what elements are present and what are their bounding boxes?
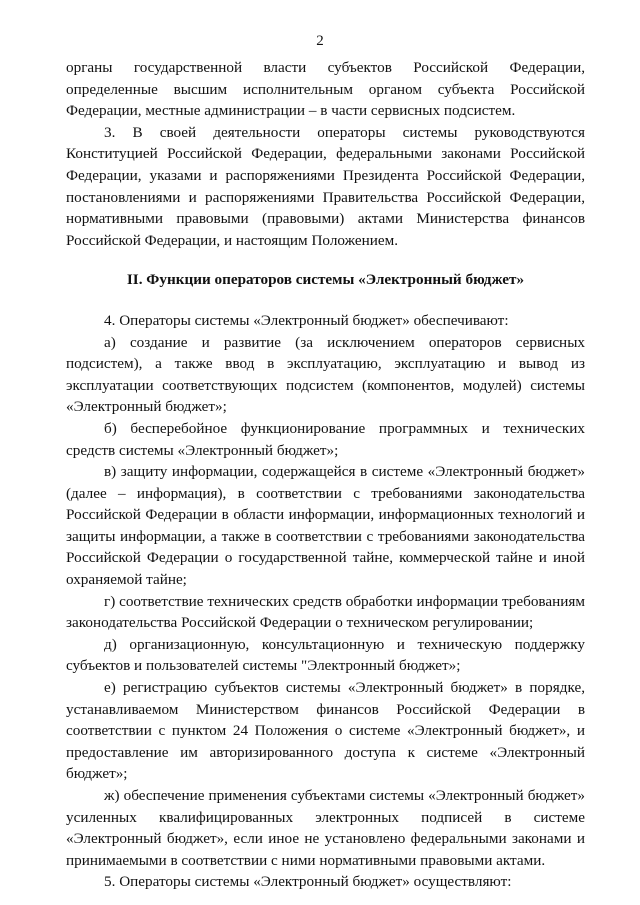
list-item-g: г) соответствие технических средств обработки информации требованиям законодательства Российской Федерации о техническом регулировании;: [66, 592, 585, 632]
list-item-zh: ж) обеспечение применения субъектами системы «Электронный бюджет» усиленных квалифицированных электронных подписей в системе «Электронный бюджет», если иное не установлено федеральными законами и принимаемыми в соответствии с ними нормативными правовыми актами.: [66, 787, 585, 869]
paragraph-item-4: 4. Операторы системы «Электронный бюджет» обеспечивают:: [104, 311, 509, 329]
list-item-v: в) защиту информации, содержащейся в системе «Электронный бюджет» (далее – информация), в соответствии с требованиями законодательства Российской Федерации в области информации, информационных технологий и защиты информации, а также в соответствии с требованиями законодательства Российской Федерации о государственной тайне, коммерческой тайне и иной охраняемой тайне;: [66, 463, 585, 589]
list-item-d: д) организационную, консультационную и техническую поддержку субъектов и пользователей системы "Электронный бюджет»;: [66, 635, 585, 675]
section-heading: II. Функции операторов системы «Электронный бюджет»: [126, 271, 525, 289]
list-item-a: а) создание и развитие (за исключением операторов сервисных подсистем), а также ввод в эксплуатацию, эксплуатацию и вывод из эксплуатации соответствующих подсистем (компонентов, модулей) системы «Электронный бюджет»;: [66, 333, 585, 416]
paragraph-item-5: 5. Операторы системы «Электронный бюджет» осуществляют:: [104, 873, 512, 891]
list-item-b: б) бесперебойное функционирование программных и технических средств системы «Электронный бюджет»;: [66, 419, 585, 459]
document-body: [66, 57, 585, 893]
paragraph-item-3: 3. В своей деятельности операторы системы руководствуются Конституцией Российской Федерации, федеральными законами Российской Федерации, указами и распоряжениями Президента Российской Федерации, постановлениями и распоряжениями Правительства Российской Федерации, нормативными правовыми (правовыми) актами Министерства финансов Российской Федерации, и настоящим Положением.: [66, 123, 585, 249]
list-item-e: е) регистрацию субъектов системы «Электронный бюджет» в порядке, устанавливаемом Министерством финансов Российской Федерации в соответствии с пунктом 24 Положения о системе «Электронный бюджет», и предоставление им авторизированного доступа к системе «Электронный бюджет»;: [66, 679, 585, 783]
page-number: 2: [316, 33, 324, 49]
paragraph-continuation: органы государственной власти субъектов Российской Федерации, определенные высшим исполнительным органом субъекта Российской Федерации, местные администрации – в части сервисных подсистем.: [66, 59, 585, 120]
